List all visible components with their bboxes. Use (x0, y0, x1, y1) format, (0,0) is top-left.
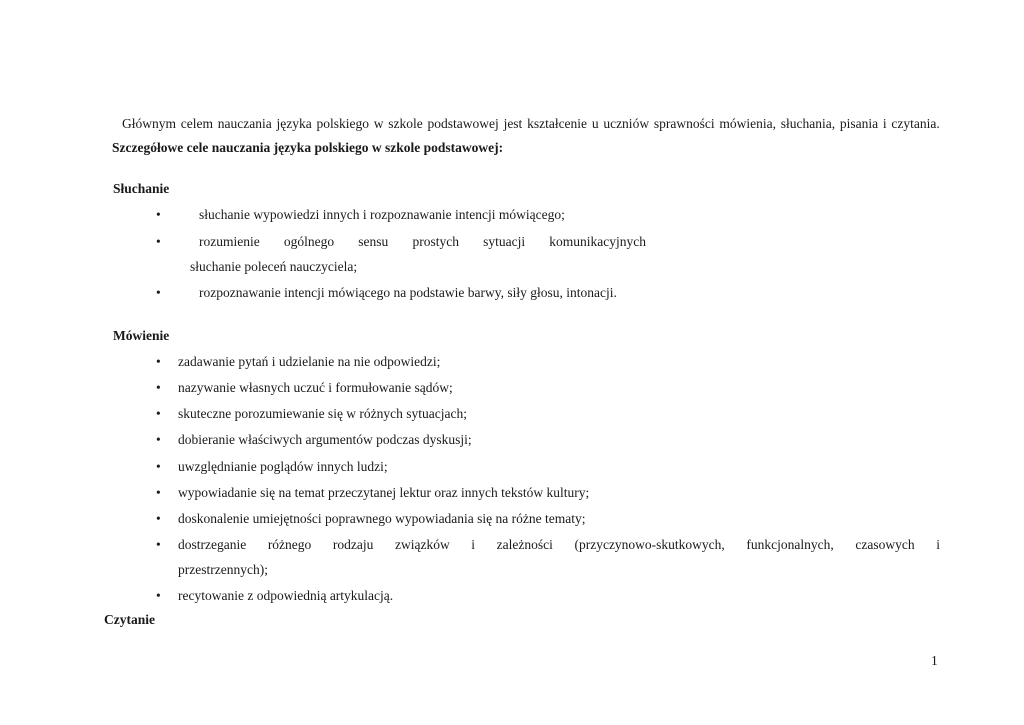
item-word: związków (394, 537, 450, 552)
list-item: rozpoznawanie intencji mówiącego na podstawie barwy, siły głosu, intonacji. (199, 285, 617, 300)
list-item-justified (199, 234, 646, 250)
heading-czytanie: Czytanie (104, 612, 155, 627)
list-item: dobieranie właściwych argumentów podczas dyskusji; (178, 432, 472, 447)
intro-word: pisania (839, 116, 879, 131)
list-item-justified (178, 537, 940, 553)
intro-paragraph (122, 116, 940, 132)
list-item-continuation: przestrzennych); (178, 562, 268, 577)
item-word: rodzaju (332, 537, 374, 552)
bullet: • (156, 459, 161, 474)
list-item: nazywanie własnych uczuć i formułowanie sądów; (178, 380, 453, 395)
intro-word: mówienia, (719, 116, 776, 131)
intro-word: szkole (388, 116, 423, 131)
bullet: • (156, 511, 161, 526)
bullet: • (156, 285, 161, 300)
intro-word: czytania. (891, 116, 940, 131)
intro-word: podstawowej (427, 116, 499, 131)
subtitle: Szczegółowe cele nauczania języka polskiego w szkole podstawowej: (112, 140, 504, 155)
intro-word: języka (276, 116, 312, 131)
bullet: • (156, 485, 161, 500)
list-item: recytowanie z odpowiednią artykulacją. (178, 588, 394, 603)
item-word: ogólnego (283, 234, 335, 249)
item-word: czasowych (855, 537, 915, 552)
bullet: • (156, 432, 161, 447)
list-item-continuation: słuchanie poleceń nauczyciela; (190, 259, 358, 274)
list-item: skuteczne porozumiewanie się w różnych sytuacjach; (178, 406, 468, 421)
item-word: sytuacji (483, 234, 526, 249)
bullet: • (156, 588, 161, 603)
item-word: i (936, 537, 940, 552)
intro-word: w (373, 116, 384, 131)
item-word: komunikacyjnych (549, 234, 646, 249)
item-word: sensu (358, 234, 389, 249)
page-number: 1 (931, 653, 938, 668)
bullet: • (156, 406, 161, 421)
intro-word: uczniów (603, 116, 650, 131)
bullet: • (156, 207, 161, 222)
list-item: uwzględnianie poglądów innych ludzi; (178, 459, 388, 474)
bullet: • (156, 537, 161, 552)
intro-word: kształcenie (527, 116, 588, 131)
item-word: różnego (267, 537, 312, 552)
intro-word: nauczania (217, 116, 272, 131)
item-word: zależności (496, 537, 553, 552)
intro-word: celem (180, 116, 213, 131)
list-item: doskonalenie umiejętności poprawnego wypowiadania się na różne tematy; (178, 511, 586, 526)
intro-word: słuchania, (780, 116, 836, 131)
list-item: słuchanie wypowiedzi innych i rozpoznawanie intencji mówiącego; (199, 207, 565, 222)
bullet: • (156, 234, 161, 249)
item-word: prostych (412, 234, 459, 249)
heading-sluchanie: Słuchanie (113, 181, 170, 196)
intro-word: jest (503, 116, 523, 131)
intro-word: u (591, 116, 599, 131)
intro-word: Głównym (122, 116, 176, 131)
item-word: (przyczynowo-skutkowych, (574, 537, 725, 552)
intro-word: sprawności (653, 116, 715, 131)
intro-word: i (882, 116, 887, 131)
list-item: wypowiadanie się na temat przeczytanej lektur oraz innych tekstów kultury; (178, 485, 590, 500)
item-word: rozumienie (199, 234, 260, 249)
item-word: dostrzeganie (178, 537, 247, 552)
item-word: i (471, 537, 476, 552)
bullet: • (156, 354, 161, 369)
heading-mowienie: Mówienie (113, 328, 170, 343)
list-item: zadawanie pytań i udzielanie na nie odpowiedzi; (178, 354, 441, 369)
intro-word: polskiego (316, 116, 369, 131)
item-word: funkcjonalnych, (746, 537, 834, 552)
bullet: • (156, 380, 161, 395)
